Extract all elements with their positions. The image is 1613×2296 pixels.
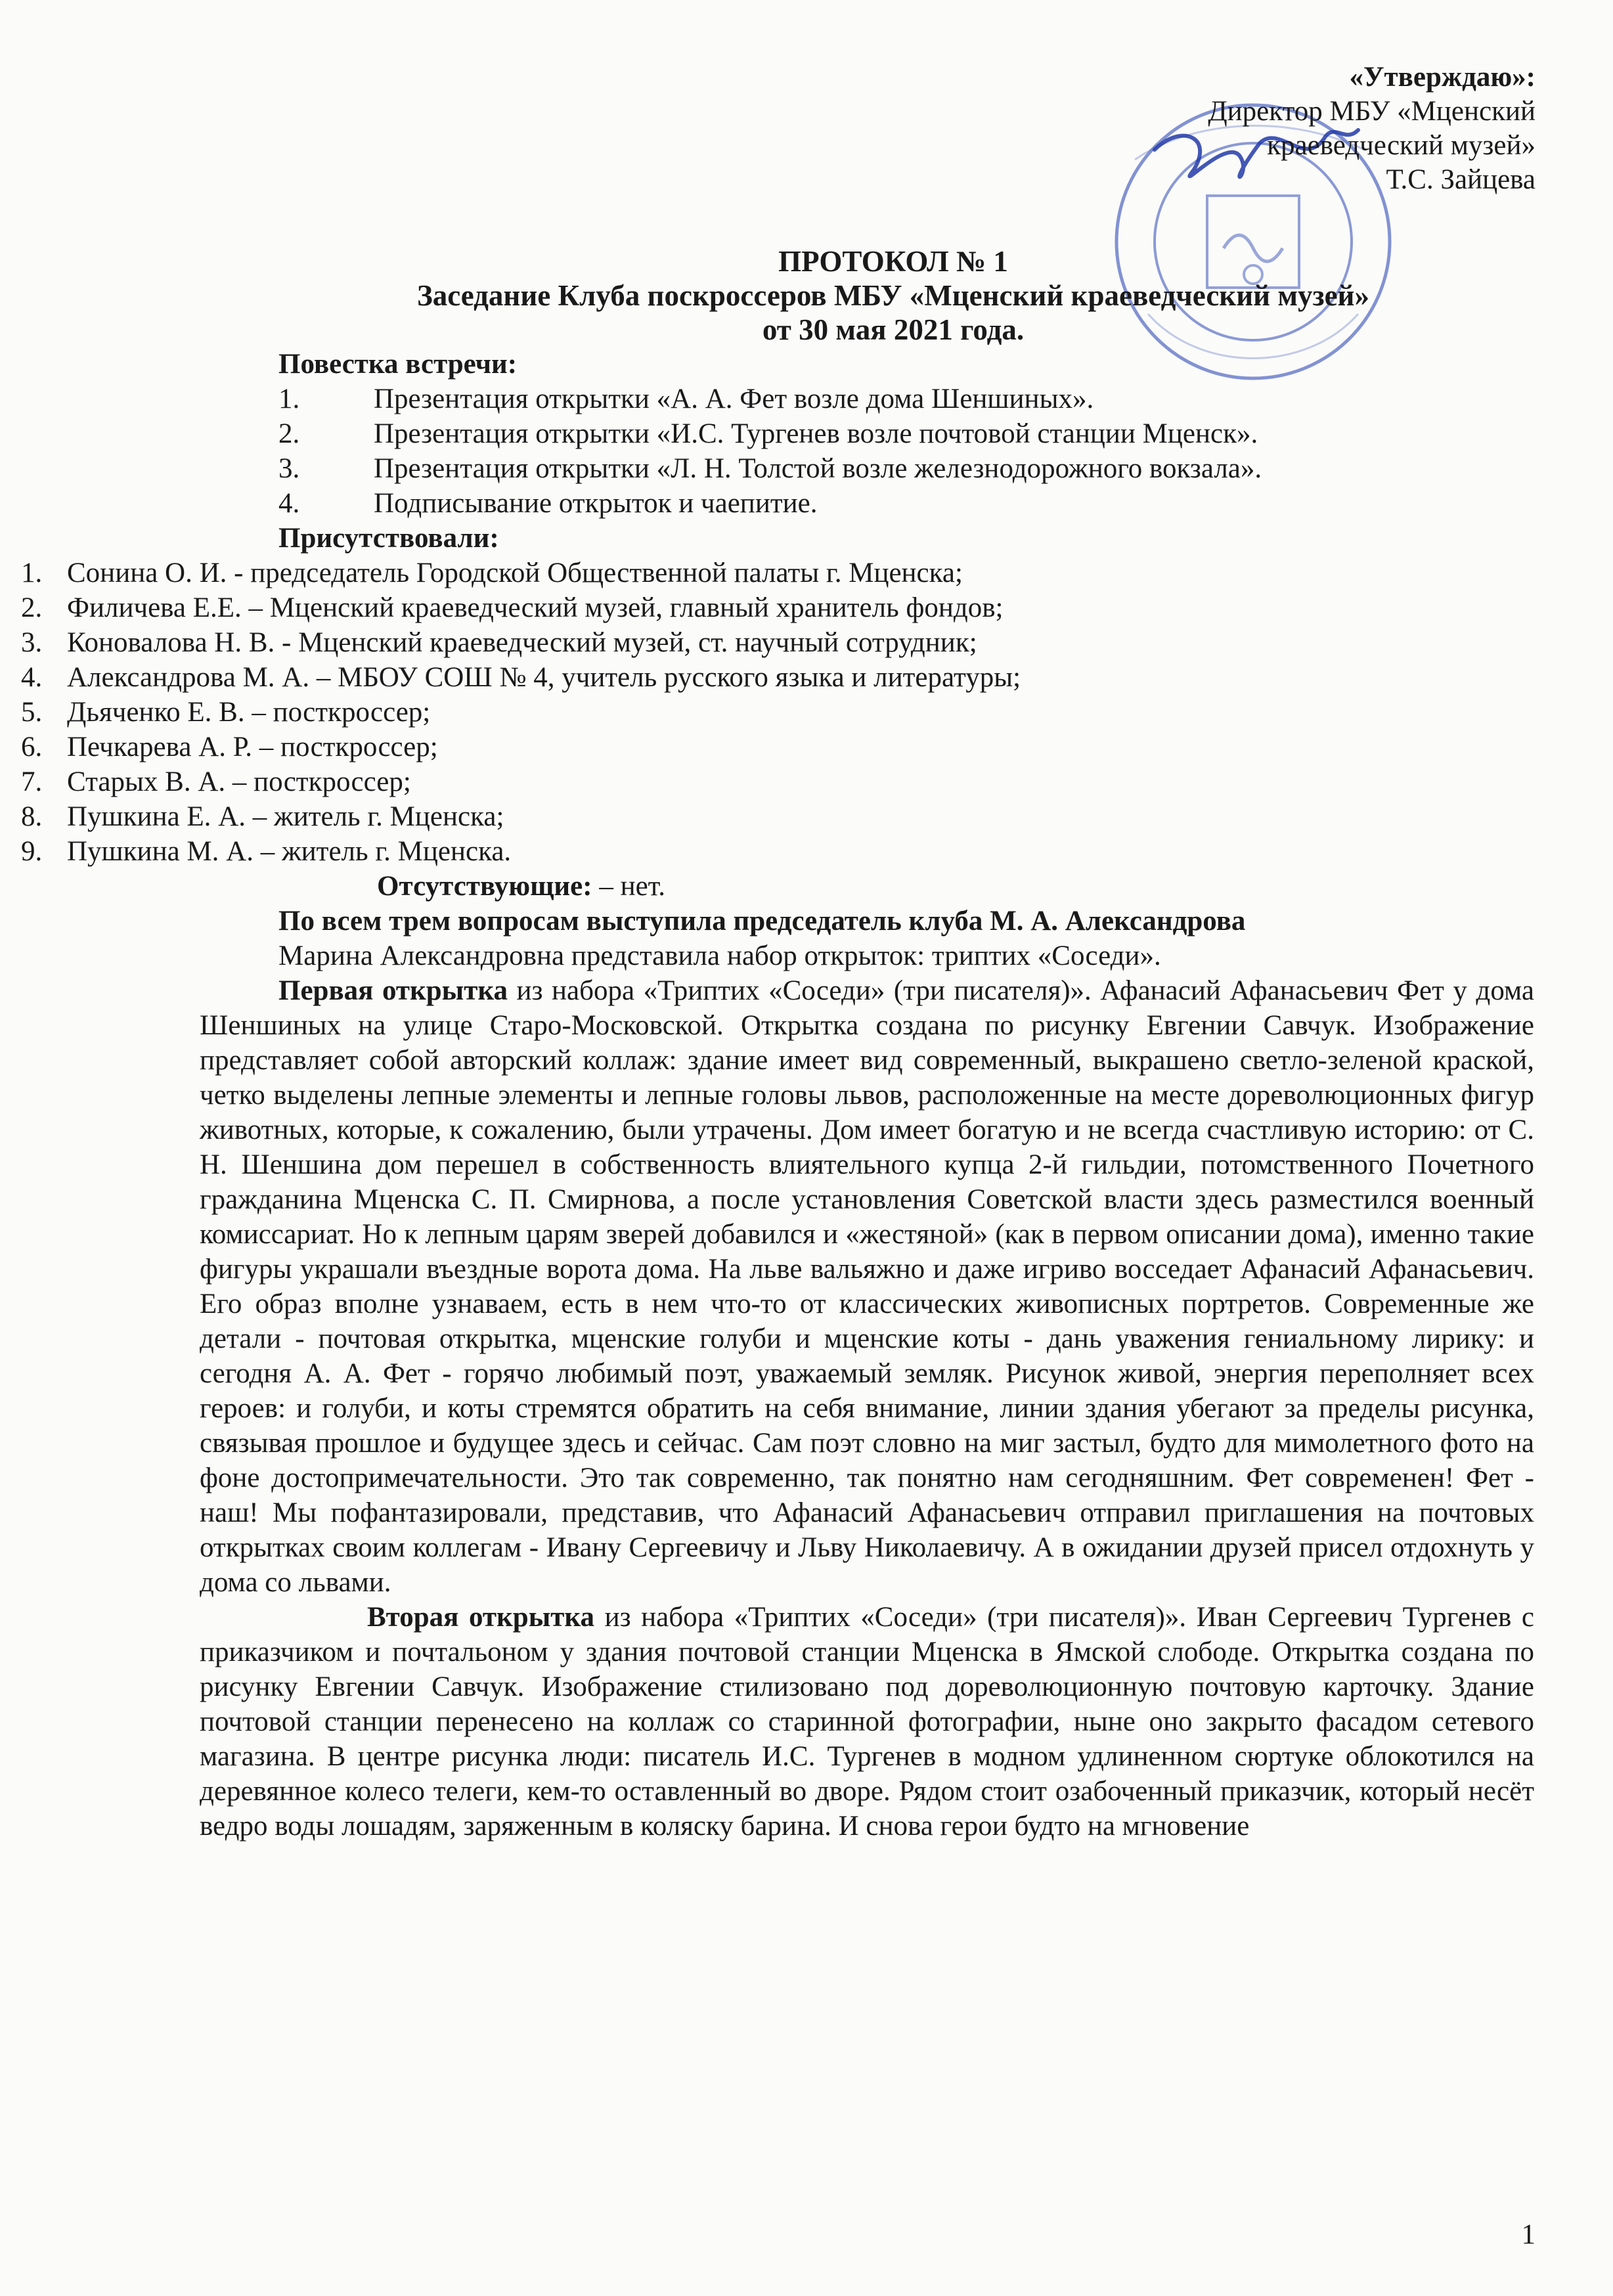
list-item: 3. Презентация открытки «Л. Н. Толстой возле железнодорожного вокзала».	[278, 453, 1262, 484]
agenda-heading: Повестка встречи:	[278, 349, 518, 380]
approval-block	[944, 60, 1536, 197]
title-line-2: Заседание Клуба поскроссеров МБУ «Мценский краеведческий музей»	[417, 279, 1369, 312]
list-item: 9. Пушкина М. А. – житель г. Мценска.	[21, 836, 512, 867]
second-card-paragraph: Вторая открытка из набора «Триптих «Соседи» (три писателя)». Иван Сергеевич Тургенев с приказчиком и почтальоном у здания почтовой станции Мценска в Ямской слободе. Открытка создана по рисунку Евгении Савчук. Изображение стилизовано под дореволюционную почтовую карточку. Здание почтовой станции перенесено на коллаж со старинной фотографии, ныне оно закрыто фасадом сетевого магазина. В центре рисунка люди: писатель И.С. Тургенев в модном удлиненном сюртуке облокотился на деревянное колесо телеги, кем-то оставленный во дворе. Рядом стоит озабоченный приказчик, который несёт ведро воды лошадям, заряженным в коляску барина. И снова герои будто на мгновение	[200, 1602, 1534, 1842]
attendees-heading: Присутствовали:	[278, 523, 499, 554]
list-item: 3. Коновалова Н. В. - Мценский краеведческий музей, ст. научный сотрудник;	[21, 627, 977, 658]
attendees-list	[0, 556, 1534, 869]
first-card-paragraph: Первая открытка из набора «Триптих «Соседи» (три писателя)». Афанасий Афанасьевич Фет у дома Шеншиных на улице Старо-Московской. Открытка создана по рисунку Евгении Савчук. Изображение представляет собой авторский коллаж: здание имеет вид современный, выкрашено светло-зеленой краской, четко выделены лепные элементы и лепные головы львов, расположенные на месте дореволюционных фигур животных, которые, к сожалению, были утрачены. Дом имеет богатую и не всегда счастливую историю: от С. Н. Шеншина дом перешел в собственность влиятельного купца 2-й гильдии, потомственного Почетного гражданина Мценска С. П. Смирнова, а после установления Советской власти здесь разместился военный комиссариат. Но к лепным царям зверей добавился и «жестяной» (как в первом описании дома), именно такие фигуры украшали въездные ворота дома. На льве вальяжно и даже игриво восседает Афанасий Афанасьевич. Его образ вполне узнаваем, есть в нем что-то от классических живописных портретов. Современные же детали - почтовая открытка, мценские голуби и мценские коты - дань уважения гениальному лирику: и сегодня А. А. Фет - горячо любимый поэт, уважаемый земляк. Рисунок живой, энергия переполняет всех героев: и голуби, и коты стремятся обратить на себя внимание, линии здания убегают за пределы рисунка, связывая прошлое и будущее здесь и сейчас. Сам поэт словно на миг застыл, будто для мимолетного фото на фоне достопримечательности. Это так современно, так понятно нам сегодняшним. Фет современен! Фет - наш! Мы пофантазировали, представив, что Афанасий Афанасьевич отправил приглашения на почтовых открытках своим коллегам - Ивану Сергеевичу и Льву Николаевичу. А в ожидании друзей присел отдохнуть у дома со львами.	[200, 975, 1534, 1598]
absent-line: Отсутствующие: – нет.	[377, 871, 665, 902]
list-item: 8. Пушкина Е. А. – житель г. Мценска;	[21, 801, 504, 832]
list-item: 1. Сонина О. И. - председатель Городской Общественной палаты г. Мценска;	[21, 558, 963, 588]
title-line-1: ПРОТОКОЛ № 1	[778, 245, 1008, 278]
page-number: 1	[1521, 2219, 1536, 2250]
protocol-title	[252, 244, 1534, 347]
list-item: 5. Дьяченко Е. В. – посткроссер;	[21, 697, 431, 728]
list-item: 4. Александрова М. А. – МБОУ СОШ № 4, учитель русского языка и литературы;	[21, 662, 1021, 693]
agenda-list	[278, 382, 1534, 521]
list-item: 7. Старых В. А. – посткроссер;	[21, 766, 411, 797]
list-item: 2. Презентация открытки «И.С. Тургенев возле почтовой станции Мценск».	[278, 418, 1258, 449]
list-item: 2. Филичева Е.Е. – Мценский краеведческий музей, главный хранитель фондов;	[21, 592, 1004, 623]
approval-line-1: Директор МБУ «Мценский	[1208, 96, 1536, 127]
document-content	[21, 244, 1534, 1843]
approval-heading: «Утверждаю»:	[1349, 62, 1536, 93]
intro-paragraph: Марина Александровна представила набор открыток: триптих «Соседи».	[278, 940, 1161, 971]
title-line-3: от 30 мая 2021 года.	[762, 313, 1025, 346]
list-item: 6. Печкарева А. Р. – посткроссер;	[21, 732, 438, 762]
speaker-line: По всем трем вопросам выступила председатель клуба М. А. Александрова	[278, 906, 1246, 937]
list-item: 1. Презентация открытки «А. А. Фет возле дома Шеншиных».	[278, 384, 1094, 414]
list-item: 4. Подписывание открыток и чаепитие.	[278, 488, 818, 519]
approval-line-3: Т.С. Зайцева	[1386, 164, 1536, 195]
approval-line-2: краеведческий музей»	[1267, 130, 1536, 161]
